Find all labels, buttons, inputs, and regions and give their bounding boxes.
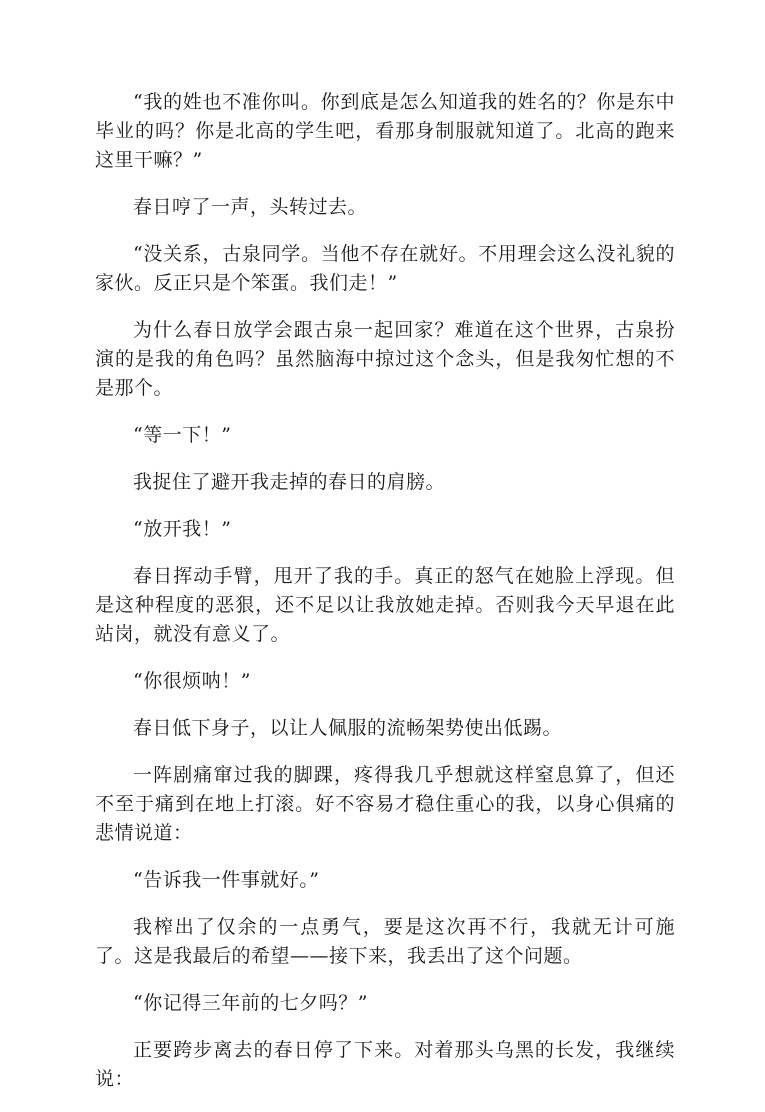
paragraph-14: “你记得三年前的七夕吗？”	[133, 992, 368, 1014]
paragraph-11: 一阵剧痛窜过我的脚踝，疼得我几乎想就这样窒息算了，但还不至于痛到在地上打滚。好不容易才稳住重心的我，以身心俱痛的悲情说道：	[95, 764, 675, 844]
paragraph-1: “我的姓也不准你叫。你到底是怎么知道我的姓名的？你是东中毕业的吗？你是北高的学生吧，看那身制服就知道了。北高的跑来这里干嘛？”	[95, 91, 675, 171]
document-page	[95, 88, 675, 1112]
paragraph-8: 春日挥动手臂，甩开了我的手。真正的怒气在她脸上浮现。但是这种程度的恶狠，还不足以让我放她走掉。否则我今天早退在此站岗，就没有意义了。	[95, 565, 675, 645]
paragraph-13: 我榨出了仅余的一点勇气，要是这次再不行，我就无计可施了。这是我最后的希望——接下来，我丢出了这个问题。	[95, 916, 675, 967]
paragraph-5: “等一下！”	[133, 424, 232, 446]
paragraph-10: 春日低下身子，以让人佩服的流畅架势使出低踢。	[133, 717, 563, 739]
paragraph-6: 我捉住了避开我走掉的春日的肩膀。	[133, 471, 446, 493]
paragraph-2: 春日哼了一声，头转过去。	[133, 196, 368, 218]
paragraph-9: “你很烦呐！”	[133, 670, 251, 692]
paragraph-12: “告诉我一件事就好。”	[133, 869, 320, 891]
paragraph-7: “放开我！”	[133, 518, 232, 540]
paragraph-3: “没关系，古泉同学。当他不存在就好。不用理会这么没礼貌的家伙。反正只是个笨蛋。我们走！”	[95, 243, 675, 294]
paragraph-15: 正要跨步离去的春日停了下来。对着那头乌黑的长发，我继续说：	[95, 1039, 675, 1090]
paragraph-4: 为什么春日放学会跟古泉一起回家？难道在这个世界，古泉扮演的是我的角色吗？虽然脑海中掠过这个念头，但是我匆忙想的不是那个。	[95, 319, 675, 399]
